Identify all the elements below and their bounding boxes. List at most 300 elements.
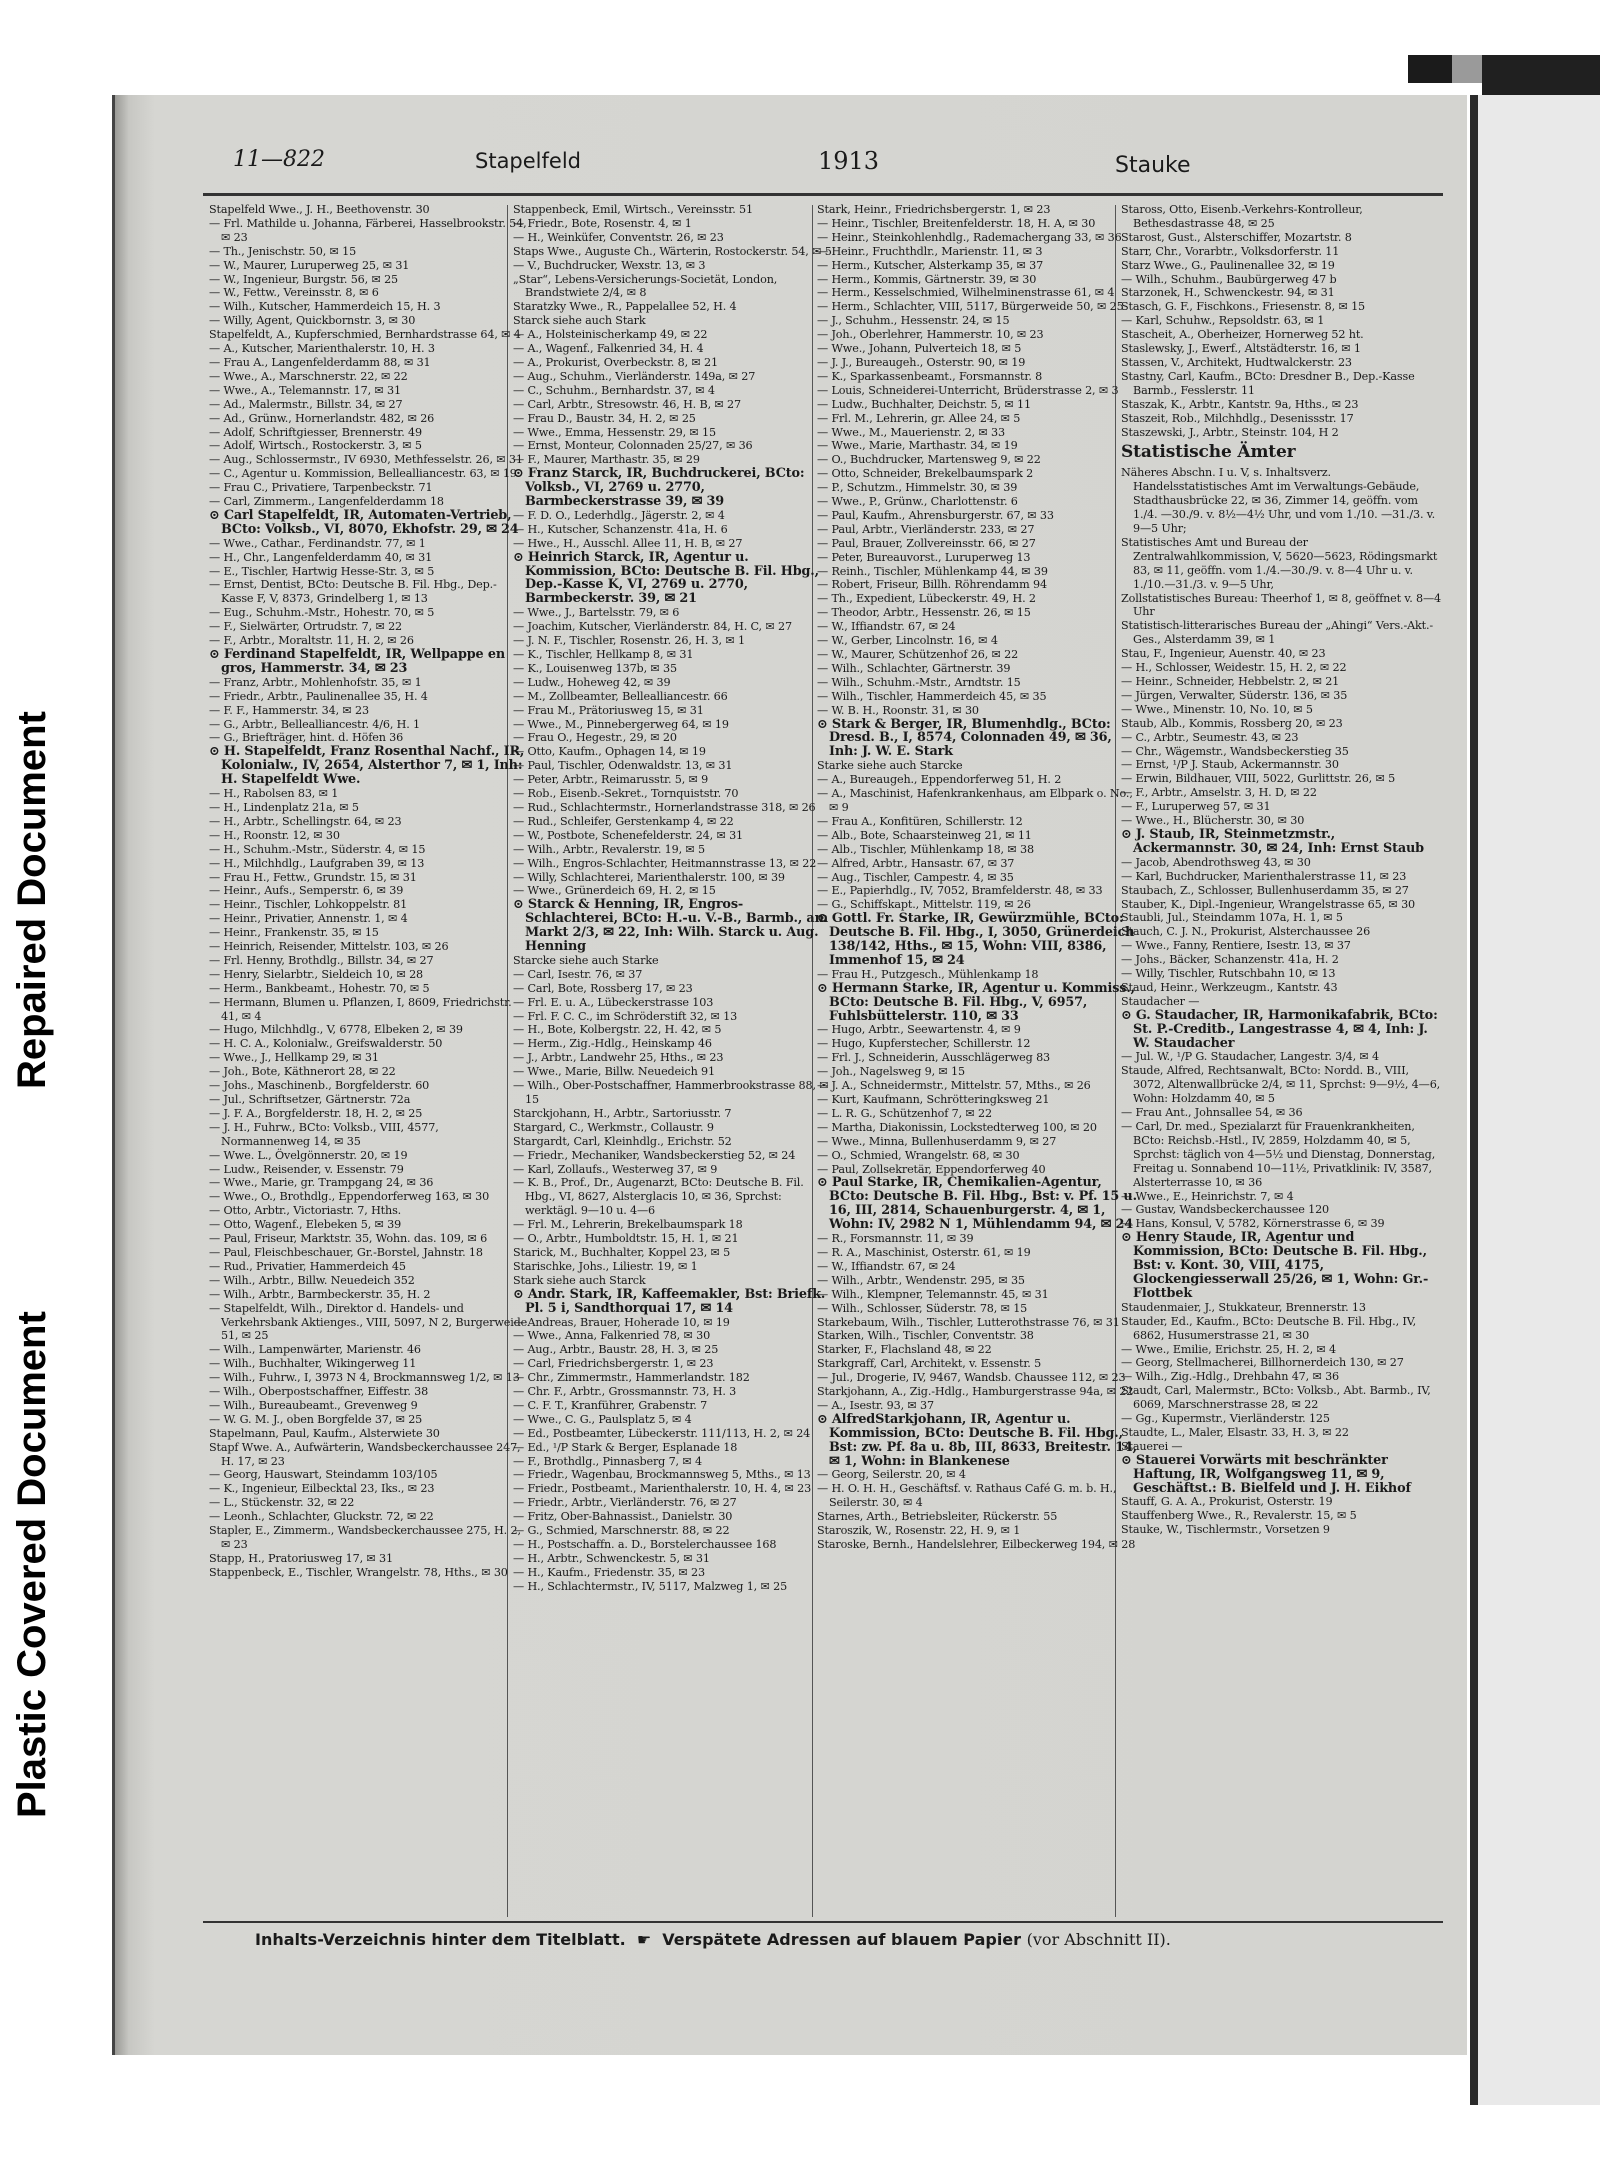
directory-entry: — Chr., Zimmermstr., Hammerlandstr. 182 — [513, 1371, 750, 1385]
directory-entry: — Ludw., Hoheweg 42, ✉ 39 — [513, 675, 671, 689]
directory-entry: ⊙ J. Staub, IR, Steinmetzmstr., Ackermannstr. 30, ✉ 24, Inh: Ernst Staub — [1121, 826, 1424, 856]
directory-entry: Stauffenberg Wwe., R., Revalerstr. 15, ✉ 5 — [1121, 1509, 1357, 1523]
directory-entry: — Carl, Isestr. 76, ✉ 37 — [513, 967, 643, 981]
directory-entry: — Herm., Bankbeamt., Hohestr. 70, ✉ 5 — [209, 981, 430, 995]
directory-entry: — Herm., Kommis, Gärtnerstr. 39, ✉ 30 — [817, 272, 1037, 286]
directory-entry: — Hans, Konsul, V, 5782, Körnerstrasse 6, ✉ 39 — [1121, 1217, 1385, 1231]
directory-entry: — Joh., Oberlehrer, Hammerstr. 10, ✉ 23 — [817, 328, 1044, 342]
directory-entry: Näheres Abschn. I u. V, s. Inhaltsverz. Handelsstatistisches Amt im Verwaltungs-Gebäude, Stadthausbrücke 22, ✉ 36, Zimmer 14, geöffn. vom 1./4. —30./9. v. 8½—4½ Uhr, und vom 1./10. —31./3. v. 9—5 Uhr; — [1121, 466, 1436, 536]
directory-entry: — H., Bote, Kolbergstr. 22, H. 42, ✉ 5 — [513, 1023, 722, 1037]
directory-entry: — W., Fettw., Vereinsstr. 8, ✉ 6 — [209, 286, 379, 300]
directory-entry: Stauder, Ed., Kaufm., BCto: Deutsche B. Fil. Hbg., IV, 6862, Husumerstrasse 21, ✉ 30 — [1121, 1314, 1417, 1342]
directory-entry: — Wilh., Fuhrw., I, 3973 N 4, Brockmannsweg 1/2, ✉ 13 — [209, 1371, 520, 1385]
directory-entry: — Wwe., Marie, gr. Trampgang 24, ✉ 36 — [209, 1176, 434, 1190]
directory-entry: — Friedr., Wagenbau, Brockmannsweg 5, Mths., ✉ 13 — [513, 1468, 811, 1482]
directory-entry: — Otto, Schneider, Brekelbaumspark 2 — [817, 467, 1034, 481]
directory-entry: Staps Wwe., Auguste Ch., Wärterin, Rostockerstr. 54, ✉ 5 — [513, 244, 832, 258]
directory-entry: Stauff, G. A. A., Prokurist, Osterstr. 19 — [1121, 1495, 1333, 1509]
directory-entry: — Alfred, Arbtr., Hansastr. 67, ✉ 37 — [817, 856, 1015, 870]
directory-entry: Stapf Wwe. A., Aufwärterin, Wandsbeckerchaussee 247, H. 17, ✉ 23 — [209, 1440, 521, 1468]
directory-entry: Staszeit, Rob., Milchhdlg., Desenissstr. 17 — [1121, 411, 1354, 425]
directory-entry: — Otto, Kaufm., Ophagen 14, ✉ 19 — [513, 745, 706, 759]
directory-entry: — A., Wagenf., Falkenried 34, H. 4 — [513, 342, 704, 356]
directory-entry: — Wwe., Anna, Falkenried 78, ✉ 30 — [513, 1329, 711, 1343]
directory-entry: — Rud., Schlachtermstr., Hornerlandstrasse 318, ✉ 26 — [513, 800, 816, 814]
directory-entry: — Wwe., M., Mauerienstr. 2, ✉ 33 — [817, 425, 1005, 439]
directory-entry: — W., Ingenieur, Burgstr. 56, ✉ 25 — [209, 272, 399, 286]
directory-entry: Starost, Gust., Alsterschiffer, Mozartstr. 8 — [1121, 230, 1352, 244]
directory-entry: — Aug., Tischler, Campestr. 4, ✉ 35 — [817, 870, 1014, 884]
directory-entry: — J. A., Schneidermstr., Mittelstr. 57, Mths., ✉ 26 — [817, 1079, 1091, 1093]
directory-entry: — Georg, Stellmacherei, Billhornerdeich 130, ✉ 27 — [1121, 1356, 1404, 1370]
directory-entry: — Wwe., P., Grünw., Charlottenstr. 6 — [817, 495, 1018, 509]
directory-entry: ⊙ Starck & Henning, IR, Engros-Schlachterei, BCto: H.-u. V.-B., Barmb., am Markt 2/3, ✉ 22, Inh: Wilh. Starck u. Aug. Henning — [513, 897, 828, 955]
directory-entry: Starckjohann, H., Arbtr., Sartoriusstr. 7 — [513, 1106, 732, 1120]
directory-entry: Stassen, V., Architekt, Hudtwalckerstr. 23 — [1121, 355, 1352, 369]
directory-entry: — F., Brothdlg., Pinnasberg 7, ✉ 4 — [513, 1454, 702, 1468]
directory-entry: — Wwe., Emma, Hessenstr. 29, ✉ 15 — [513, 425, 716, 439]
directory-entry: — Wwe., Marie, Marthastr. 34, ✉ 19 — [817, 439, 1018, 453]
directory-entry: — W., Iffiandstr. 67, ✉ 24 — [817, 620, 956, 634]
directory-entry: — Wwe., A., Marschnerstr. 22, ✉ 22 — [209, 369, 408, 383]
directory-entry: — Ludw., Buchhalter, Deichstr. 5, ✉ 11 — [817, 397, 1031, 411]
directory-entry: Staubli, Jul., Steindamm 107a, H. 1, ✉ 5 — [1121, 911, 1343, 925]
directory-entry: — Herm., Zig.-Hdlg., Heinskamp 46 — [513, 1037, 712, 1051]
directory-entry: Stappenbeck, E., Tischler, Wrangelstr. 78, Hths., ✉ 30 — [209, 1565, 508, 1579]
directory-entry: — K., Ingenieur, Eilbecktal 23, Iks., ✉ 23 — [209, 1482, 435, 1496]
directory-entry: — Wilh., Arbtr., Billw. Neuedeich 352 — [209, 1273, 415, 1287]
directory-entry: — K., Louisenweg 137b, ✉ 35 — [513, 661, 677, 675]
directory-entry: — Paul, Brauer, Zollvereinsstr. 66, ✉ 27 — [817, 536, 1036, 550]
directory-entry: Staud, Heinr., Werkzeugm., Kantstr. 43 — [1121, 980, 1338, 994]
directory-entry: — W., Maurer, Luruperweg 25, ✉ 31 — [209, 258, 410, 272]
directory-entry: — Frl. E. u. A., Lübeckerstrasse 103 — [513, 995, 714, 1009]
directory-entry: — Wilh., Kutscher, Hammerdeich 15, H. 3 — [209, 300, 441, 314]
directory-entry: — Carl, Zimmerm., Langenfelderdamm 18 — [209, 495, 444, 509]
directory-entry: Starr, Chr., Vorarbtr., Volksdorferstr. 11 — [1121, 244, 1340, 258]
directory-entry: — O., Buchdrucker, Martensweg 9, ✉ 22 — [817, 453, 1041, 467]
scan-edge-shadow — [1452, 55, 1482, 83]
directory-entry: — Hugo, Arbtr., Seewartenstr. 4, ✉ 9 — [817, 1023, 1021, 1037]
directory-entry: — C., Schuhm., Bernhardstr. 37, ✉ 4 — [513, 383, 715, 397]
directory-entry: — Frau O., Hegestr., 29, ✉ 20 — [513, 731, 677, 745]
directory-entry: — Joh., Bote, Käthnerort 28, ✉ 22 — [209, 1065, 396, 1079]
directory-entry: — Frau A., Langenfelderdamm 88, ✉ 31 — [209, 355, 431, 369]
directory-entry: — J. J., Bureaugeh., Osterstr. 90, ✉ 19 — [817, 355, 1026, 369]
directory-entry: — Adolf, Schriftgiesser, Brennerstr. 49 — [209, 425, 422, 439]
directory-entry: — F. F., Hammerstr. 34, ✉ 23 — [209, 703, 369, 717]
directory-entry: — Hwe., H., Ausschl. Allee 11, H. B, ✉ 27 — [513, 536, 743, 550]
directory-entry: — Heinr., Tischler, Lohkoppelstr. 81 — [209, 898, 408, 912]
directory-entry: — Wilh., Arbtr., Wendenstr. 295, ✉ 35 — [817, 1273, 1025, 1287]
directory-entry: — Franz, Arbtr., Mohlenhofstr. 35, ✉ 1 — [209, 675, 422, 689]
directory-entry: — P., Schutzm., Himmelstr. 30, ✉ 39 — [817, 481, 1018, 495]
directory-entry: — J. H., Fuhrw., BCto: Volksb., VIII, 4577, Normannenweg 14, ✉ 35 — [209, 1120, 439, 1148]
directory-entry: Staszak, K., Arbtr., Kantstr. 9a, Hths., ✉ 23 — [1121, 397, 1359, 411]
directory-entry: — Wilh., Arbtr., Revalerstr. 19, ✉ 5 — [513, 842, 705, 856]
directory-entry: Staudacher — — [1121, 994, 1200, 1008]
directory-entry: — W., Postbote, Schenefelderstr. 24, ✉ 31 — [513, 828, 744, 842]
directory-entry: „Star“, Lebens-Versicherungs-Societät, London, Brandstwiete 2/4, ✉ 8 — [513, 272, 778, 300]
directory-entry: ⊙ Ferdinand Stapelfeldt, IR, Wellpappe en gros, Hammerstr. 34, ✉ 23 — [209, 647, 505, 676]
directory-entry: — Hugo, Kupferstecher, Schillerstr. 12 — [817, 1037, 1031, 1051]
directory-entry: Staudenmaier, J., Stukkateur, Brennerstr. 13 — [1121, 1300, 1366, 1314]
directory-entry: ⊙ Heinrich Starck, IR, Agentur u. Kommission, BCto: Deutsche B. Fil. Hbg., Dep.-Kasse K, VI, 2769 u. 2770, Barmbeckerstr. 39, ✉ 21 — [513, 549, 819, 607]
directory-entry: — Johs., Maschinenb., Borgfelderstr. 60 — [209, 1079, 430, 1093]
directory-entry: — A., Kutscher, Marienthalerstr. 10, H. 3 — [209, 342, 435, 356]
directory-entry: Stappenbeck, Emil, Wirtsch., Vereinsstr. 51 — [513, 203, 753, 216]
directory-entry: Starzonek, H., Schwenckestr. 94, ✉ 31 — [1121, 286, 1335, 300]
directory-entry: — F., Luruperweg 57, ✉ 31 — [1121, 800, 1271, 814]
directory-entry: Staross, Otto, Eisenb.-Verkehrs-Kontrolleur, Bethesdastrasse 48, ✉ 25 — [1121, 203, 1363, 230]
footer-section-note: (vor Abschnitt II). — [1026, 1930, 1171, 1949]
page-right-edge — [1470, 95, 1478, 2105]
directory-entry: — Otto, Arbtr., Victoriastr. 7, Hths. — [209, 1204, 402, 1218]
running-head-right: Stauke — [1115, 153, 1191, 178]
directory-entry: — Karl, Schuhw., Repsoldstr. 63, ✉ 1 — [1121, 314, 1325, 328]
directory-entry: Stapelfeld Wwe., J. H., Beethovenstr. 30 — [209, 203, 430, 216]
directory-entry: — Frau M., Prätoriusweg 15, ✉ 31 — [513, 703, 704, 717]
directory-entry: — Andreas, Brauer, Hoherade 10, ✉ 19 — [513, 1315, 730, 1329]
scan-edge-shadow — [1482, 55, 1600, 95]
directory-entry: — H., Kaufm., Friedenstr. 35, ✉ 23 — [513, 1565, 705, 1579]
directory-entry: Stark, Heinr., Friedrichsbergerstr. 1, ✉ 23 — [817, 203, 1051, 216]
directory-entry: Staub, Alb., Kommis, Rossberg 20, ✉ 23 — [1121, 716, 1343, 730]
directory-entry: — Aug., Arbtr., Baustr. 28, H. 3, ✉ 25 — [513, 1343, 719, 1357]
directory-entry: — J. F. A., Borgfelderstr. 18, H. 2, ✉ 25 — [209, 1106, 423, 1120]
directory-entry: — Adolf, Wirtsch., Rostockerstr. 3, ✉ 5 — [209, 439, 422, 453]
directory-entry: Staslewsky, J., Ewerf., Altstädterstr. 16, ✉ 1 — [1121, 342, 1361, 356]
directory-entry: — Robert, Friseur, Billh. Röhrendamm 94 — [817, 578, 1047, 592]
directory-entry: — H., Milchhdlg., Laufgraben 39, ✉ 13 — [209, 856, 425, 870]
directory-entry: — Ed., Postbeamter, Lübeckerstr. 111/113, H. 2, ✉ 24 — [513, 1426, 811, 1440]
directory-entry: — Jul., Drogerie, IV, 9467, Wandsb. Chaussee 112, ✉ 23 — [817, 1371, 1126, 1385]
directory-entry: Staszewski, J., Arbtr., Steinstr. 104, H 2 — [1121, 425, 1339, 439]
directory-entry: — Paul, Zollsekretär, Eppendorferweg 40 — [817, 1162, 1046, 1176]
directory-entry: — Herm., Kesselschmied, Wilhelminenstrasse 61, ✉ 4 — [817, 286, 1115, 300]
directory-entry: — Ad., Malermstr., Billstr. 34, ✉ 27 — [209, 397, 403, 411]
directory-entry: — Wilh., Ober-Postschaffner, Hammerbrookstrasse 88, ✉ 15 — [513, 1079, 829, 1106]
directory-entry: ⊙ Gottl. Fr. Starke, IR, Gewürzmühle, BCto: Deutsche B. Fil. Hbg., I, 3050, Grünerdeich 138/142, Hths., ✉ 15, Wohn: VIII, 8386, Immenhof 15, ✉ 24 — [817, 911, 1135, 968]
directory-entry: — H. C. A., Kolonialw., Greifswalderstr. 50 — [209, 1037, 443, 1051]
directory-entry: Starischke, Johs., Liliestr. 19, ✉ 1 — [513, 1259, 698, 1273]
directory-entry: — Wwe., M., Pinnebergerweg 64, ✉ 19 — [513, 717, 729, 731]
directory-entry: ⊙ Franz Starck, IR, Buchdruckerei, BCto: Volksb., VI, 2769 u. 2770, Barmbeckerstrasse 39, ✉ 39 — [513, 466, 805, 510]
directory-entry: — Frl. F. C. C., im Schröderstift 32, ✉ 13 — [513, 1009, 738, 1023]
directory-entry: — H., Postschaffn. a. D., Borstelerchaussee 168 — [513, 1538, 777, 1551]
directory-entry: Stapelmann, Paul, Kaufm., Alsterwiete 30 — [209, 1426, 440, 1440]
directory-entry: — H., Roonstr. 12, ✉ 30 — [209, 828, 340, 842]
directory-entry: — F., Maurer, Marthastr. 35, ✉ 29 — [513, 453, 700, 467]
directory-entry: — F., Sielwärter, Ortrudstr. 7, ✉ 22 — [209, 620, 403, 634]
directory-entry: — G., Briefträger, hint. d. Höfen 36 — [209, 731, 404, 745]
directory-entry: — Jul. W., ¹/P G. Staudacher, Langestr. 3/4, ✉ 4 — [1121, 1050, 1380, 1064]
directory-entry: Stapelfeldt, A., Kupferschmied, Bernhardstrasse 64, ✉ 4 — [209, 328, 521, 342]
directory-entry: — M., Zollbeamter, Bellealliancestr. 66 — [513, 689, 728, 703]
directory-entry: — A., Prokurist, Overbeckstr. 8, ✉ 21 — [513, 355, 718, 369]
directory-entry: Starcke siehe auch Starke — [513, 953, 659, 967]
directory-entry: — Hermann, Blumen u. Pflanzen, I, 8609, Friedrichstr. 41, ✉ 4 — [209, 995, 512, 1023]
directory-entry: — Wwe., Johann, Pulverteich 18, ✉ 5 — [817, 342, 1022, 356]
directory-entry: — Frl. J., Schneiderin, Ausschlägerweg 83 — [817, 1051, 1051, 1065]
directory-entry: ⊙ Stauerei Vorwärts mit beschränkter Haftung, IR, Wolfgangsweg 11, ✉ 9, Geschäftst.: B. Bielfeld und J. H. Eikhof — [1121, 1452, 1411, 1496]
directory-entry: — Herm., Kutscher, Alsterkamp 35, ✉ 37 — [817, 258, 1044, 272]
header-rule — [203, 193, 1443, 196]
directory-entry: — Wwe., J., Hellkamp 29, ✉ 31 — [209, 1051, 379, 1065]
directory-entry: — Th., Jenischstr. 50, ✉ 15 — [209, 244, 357, 258]
directory-entry: ⊙ H. Stapelfeldt, Franz Rosenthal Nachf., IR, Kolonialw., IV, 2654, Alsterthor 7, ✉ 1, Inh: H. Stapelfeldt Wwe. — [209, 744, 525, 788]
directory-entry: ⊙ G. Staudacher, IR, Harmonikafabrik, BCto: St. P.-Creditb., Langestrasse 4, ✉ 4, Inh: J. W. Staudacher — [1121, 1007, 1438, 1051]
directory-entry: — Wwe., C. G., Paulsplatz 5, ✉ 4 — [513, 1412, 692, 1426]
directory-entry: Stapp, H., Pratoriusweg 17, ✉ 31 — [209, 1551, 393, 1565]
directory-entry: — Wwe., J., Bartelsstr. 79, ✉ 6 — [513, 606, 680, 620]
directory-entry: Starker, F., Flachsland 48, ✉ 22 — [817, 1343, 992, 1357]
directory-entry: ⊙ Andr. Stark, IR, Kaffeemakler, Bst: Briefk. Pl. 5 i, Sandthorquai 17, ✉ 14 — [513, 1286, 826, 1316]
directory-entry: — K. B., Prof., Dr., Augenarzt, BCto: Deutsche B. Fil. Hbg., VI, 8627, Alsterglacis 10, ✉ 36, Sprchst: werktägl. 9—10 u. 4—6 — [513, 1176, 804, 1218]
directory-entry: Statistische Ämter — [1121, 442, 1296, 463]
directory-entry: Starkebaum, Wilh., Tischler, Lutterothstrasse 76, ✉ 31 — [817, 1315, 1120, 1329]
directory-entry: — C. F. T., Kranführer, Grabenstr. 7 — [513, 1398, 708, 1412]
directory-entry: — Frau Ant., Johnsallee 54, ✉ 36 — [1121, 1106, 1303, 1120]
directory-entry: — A., Holsteinischerkamp 49, ✉ 22 — [513, 328, 708, 342]
directory-entry: ⊙ Paul Starke, IR, Chemikalien-Agentur, BCto: Deutsche B. Fil. Hbg., Bst: v. Pf. 15 u. 16, III, 2814, Schauenburgerstr. 4, ✉ 1, Wohn: IV, 2982 N 1, Mühlendamm 94, ✉ 24 — [817, 1175, 1137, 1233]
directory-entry: — G., Schiffskapt., Mittelstr. 119, ✉ 26 — [817, 898, 1031, 912]
directory-entry: — Frau C., Privatiere, Tarpenbeckstr. 71 — [209, 481, 433, 495]
directory-entry: Statistisches Amt und Bureau der Zentralwahlkommission, V, 5620—5623, Rödingsmarkt 83, ✉ 11, geöffn. vom 1./4.—30./9. v. 8—4 Uhr u. v. 1./10.—31./3. v. 9—5 Uhr, — [1121, 535, 1438, 591]
directory-entry: — Carl, Dr. med., Spezialarzt für Frauenkrankheiten, BCto: Reichsb.-Hstl., IV, 2859, Holzdamm 40, ✉ 5, Sprchst: täglich von 4—5½ und Dienstag, Donnerstag, Freitag u. Sonnabend 10—11½, Privatklinik: IV, 3587, Alsterterrasse 10, ✉ 36 — [1121, 1120, 1436, 1189]
directory-entry: Starkjohann, A., Zig.-Hdlg., Hamburgerstrasse 94a, ✉ 22 — [817, 1385, 1134, 1399]
directory-entry: — Ludw., Reisender, v. Essenstr. 79 — [209, 1162, 404, 1176]
pointing-hand-icon: ☛ — [636, 1930, 652, 1949]
directory-entry: — Ernst, Dentist, BCto: Deutsche B. Fil. Hbg., Dep.-Kasse F, V, 8373, Grindelberg 1, ✉ 13 — [209, 578, 497, 606]
directory-entry: — Frau D., Baustr. 34, H. 2, ✉ 25 — [513, 411, 696, 425]
directory-entry: Stapler, E., Zimmerm., Wandsbeckerchaussee 275, H. 2, ✉ 23 — [209, 1524, 521, 1551]
directory-entry: — Wwe., E., Heinrichstr. 7, ✉ 4 — [1121, 1189, 1294, 1203]
directory-entry: — H., Arbtr., Schellingstr. 64, ✉ 23 — [209, 814, 402, 828]
directory-entry: — Willy, Tischler, Rutschbahn 10, ✉ 13 — [1121, 967, 1336, 981]
directory-entry: ⊙ Carl Stapelfeldt, IR, Automaten-Vertrieb, BCto: Volksb., VI, 8070, Ekhofstr. 29, ✉ 24 — [209, 507, 519, 537]
directory-entry: — C., Agentur u. Kommission, Bellealliancestr. 63, ✉ 19 — [209, 467, 517, 481]
directory-entry: — Heinr., Frankenstr. 35, ✉ 15 — [209, 926, 379, 940]
directory-entry: ⊙ Hermann Starke, IR, Agentur u. Kommiss., BCto: Deutsche B. Fil. Hbg., V, 6957, Fuhlsbüttelerstr. 110, ✉ 33 — [817, 980, 1135, 1024]
directory-entry: — Aug., Schuhm., Vierländerstr. 149a, ✉ 27 — [513, 369, 756, 383]
directory-entry: — O., Schmied, Wrangelstr. 68, ✉ 30 — [817, 1148, 1020, 1162]
directory-entry: — H., Lindenplatz 21a, ✉ 5 — [209, 800, 359, 814]
directory-entry: — K., Tischler, Hellkamp 8, ✉ 31 — [513, 648, 694, 661]
directory-entry: — Frl. M., Lehrerin, gr. Allee 24, ✉ 5 — [817, 411, 1021, 425]
directory-entry: — Wilh., Buchhalter, Wikingerweg 11 — [209, 1357, 417, 1371]
directory-entry: — Wwe., Grünerdeich 69, H. 2, ✉ 15 — [513, 884, 716, 898]
directory-entry: — Jürgen, Verwalter, Süderstr. 136, ✉ 35 — [1121, 688, 1348, 702]
directory-entry: — Stapelfeldt, Wilh., Direktor d. Handels- und Verkehrsbank Aktienges., VIII, 5097, N 2, Burgerweide 51, ✉ 25 — [209, 1301, 528, 1343]
directory-entry: — Ernst, ¹/P J. Staub, Ackermannstr. 30 — [1121, 758, 1339, 772]
footer-late-addresses: Verspätete Adressen auf blauem Papier — [662, 1930, 1022, 1949]
directory-entry: — Wilh., Schlosser, Süderstr. 78, ✉ 15 — [817, 1301, 1028, 1315]
directory-entry: Stau, F., Ingenieur, Auenstr. 40, ✉ 23 — [1121, 647, 1326, 661]
directory-entry: — V., Buchdrucker, Wexstr. 13, ✉ 3 — [513, 258, 706, 272]
directory-entry: Starken, Wilh., Tischler, Conventstr. 38 — [817, 1329, 1034, 1343]
scan-right-margin — [1478, 95, 1600, 2105]
directory-entry: — Leonh., Schlachter, Gluckstr. 72, ✉ 22 — [209, 1510, 434, 1524]
directory-entry: Staratzky Wwe., R., Pappelallee 52, H. 4 — [513, 300, 737, 314]
directory-entry: — R. A., Maschinist, Osterstr. 61, ✉ 19 — [817, 1245, 1031, 1259]
directory-entry: — K., Sparkassenbeamt., Forsmannstr. 8 — [817, 369, 1043, 383]
directory-entry: — Th., Expedient, Lübeckerstr. 49, H. 2 — [817, 592, 1036, 606]
directory-entry: Staroske, Bernh., Handelslehrer, Eilbeckerweg 194, ✉ 28 — [817, 1538, 1136, 1551]
directory-entry: Stasch, G. F., Fischkons., Friesenstr. 8, ✉ 15 — [1121, 300, 1366, 314]
directory-entry: — W., Iffiandstr. 67, ✉ 24 — [817, 1259, 956, 1273]
page-footer — [255, 1930, 1455, 1949]
directory-entry: — Wwe., Fanny, Rentiere, Isestr. 13, ✉ 37 — [1121, 939, 1351, 953]
directory-entry: — Willy, Schlachterei, Marienthalerstr. 100, ✉ 39 — [513, 870, 785, 884]
directory-entry: — Georg, Seilerstr. 20, ✉ 4 — [817, 1468, 966, 1482]
directory-entry: — A., Maschinist, Hafenkrankenhaus, am Elbpark o. No., ✉ 9 — [817, 787, 1133, 814]
directory-entry: — H., Chr., Langenfelderdamm 40, ✉ 31 — [209, 550, 433, 564]
directory-column-1 — [209, 203, 529, 1918]
directory-entry: — F., Arbtr., Moraltstr. 11, H. 2, ✉ 26 — [209, 634, 414, 648]
directory-entry: — Carl, Arbtr., Stresowstr. 46, H. B, ✉ 27 — [513, 397, 741, 411]
directory-entry: — Joachim, Kutscher, Vierländerstr. 84, H. C, ✉ 27 — [513, 620, 792, 634]
directory-entry: — C., Arbtr., Seumestr. 43, ✉ 23 — [1121, 730, 1299, 744]
directory-entry: — L., Stückenstr. 32, ✉ 22 — [209, 1496, 355, 1510]
directory-entry: — Wilh., Oberpostschaffner, Eiffestr. 38 — [209, 1385, 429, 1399]
directory-entry: — Friedr., Arbtr., Paulinenallee 35, H. 4 — [209, 689, 428, 703]
directory-entry: — Friedr., Mechaniker, Wandsbeckerstieg 52, ✉ 24 — [513, 1148, 796, 1162]
directory-entry: — Louis, Schneiderei-Unterricht, Brüderstrasse 2, ✉ 3 — [817, 383, 1119, 397]
directory-entry: — Wilh., Tischler, Hammerdeich 45, ✉ 35 — [817, 689, 1047, 703]
directory-entry: Stargard, C., Werkmstr., Collaustr. 9 — [513, 1120, 714, 1134]
directory-column-2 — [513, 203, 833, 1918]
directory-entry: — Reinh., Tischler, Mühlenkamp 44, ✉ 39 — [817, 564, 1048, 578]
directory-entry: Statistisch-litterarisches Bureau der „Ahingi“ Vers.-Akt.-Ges., Alsterdamm 39, ✉ 1 — [1121, 619, 1434, 647]
directory-entry: — Ernst, Monteur, Colonnaden 25/27, ✉ 36 — [513, 439, 753, 453]
directory-entry: — Eug., Schuhm.-Mstr., Hohestr. 70, ✉ 5 — [209, 606, 435, 620]
directory-entry: — Erwin, Bildhauer, VIII, 5022, Gurlittstr. 26, ✉ 5 — [1121, 772, 1396, 786]
directory-entry: — Wwe., Marie, Billw. Neuedeich 91 — [513, 1065, 715, 1079]
directory-entry: — Willy, Agent, Quickbornstr. 3, ✉ 30 — [209, 314, 416, 328]
directory-entry: — Paul, Fleischbeschauer, Gr.-Borstel, Jahnstr. 18 — [209, 1245, 483, 1259]
running-head-left: Stapelfeld — [475, 149, 581, 173]
directory-entry: Starck siehe auch Stark — [513, 314, 646, 328]
directory-entry: — Frau H., Putzgesch., Mühlenkamp 18 — [817, 967, 1039, 981]
directory-entry: — Peter, Arbtr., Reimarusstr. 5, ✉ 9 — [513, 773, 709, 787]
directory-entry: — Wilh., Schlachter, Gärtnerstr. 39 — [817, 661, 1011, 675]
directory-entry: — H., Schlosser, Weidestr. 15, H. 2, ✉ 22 — [1121, 661, 1347, 675]
directory-entry: — R., Forsmannstr. 11, ✉ 39 — [817, 1232, 974, 1246]
directory-entry: — Henry, Sielarbtr., Sieldeich 10, ✉ 28 — [209, 967, 424, 981]
directory-entry: — Fritz, Ober-Bahnassist., Danielstr. 30 — [513, 1510, 733, 1524]
directory-entry: — Peter, Bureauvorst., Luruperweg 13 — [817, 550, 1031, 564]
directory-entry: — Karl, Buchdrucker, Marienthalerstrasse 11, ✉ 23 — [1121, 869, 1407, 883]
directory-entry: — Friedr., Postbeamt., Marienthalerstr. 10, H. 4, ✉ 23 — [513, 1482, 812, 1496]
directory-entry: — J. N. F., Tischler, Rosenstr. 26, H. 3, ✉ 1 — [513, 634, 745, 648]
directory-entry: — Wilh., Klempner, Telemannstr. 45, ✉ 31 — [817, 1287, 1049, 1301]
directory-entry: — F., Arbtr., Amselstr. 3, H. D, ✉ 22 — [1121, 786, 1317, 800]
directory-entry: — Wilh., Zig.-Hdlg., Drehbahn 47, ✉ 36 — [1121, 1370, 1340, 1384]
directory-entry: — Heinr., Privatier, Annenstr. 1, ✉ 4 — [209, 912, 408, 926]
directory-entry: — Friedr., Bote, Rosenstr. 4, ✉ 1 — [513, 216, 692, 230]
directory-entry: — Alb., Bote, Schaarsteinweg 21, ✉ 11 — [817, 828, 1032, 842]
directory-entry: — Wwe., H., Blücherstr. 30, ✉ 30 — [1121, 814, 1305, 828]
directory-entry: — Frl. Henny, Brothdlg., Billstr. 34, ✉ 27 — [209, 953, 434, 967]
directory-entry: Starick, M., Buchhalter, Koppel 23, ✉ 5 — [513, 1245, 731, 1259]
directory-entry: — H., Rabolsen 83, ✉ 1 — [209, 787, 339, 801]
directory-entry: — Frl. Mathilde u. Johanna, Färberei, Hasselbrookstr. 54, ✉ 23 — [209, 216, 527, 244]
directory-entry: — Wilh., Schuhm.-Mstr., Arndtstr. 15 — [817, 675, 1021, 689]
page-number: 11—822 — [233, 147, 325, 172]
directory-entry: — Paul, Friseur, Marktstr. 35, Wohn. das. 109, ✉ 6 — [209, 1232, 488, 1246]
directory-entry: — Wilh., Bureaubeamt., Grevenweg 9 — [209, 1398, 418, 1412]
directory-entry: — G., Schmied, Marschnerstr. 88, ✉ 22 — [513, 1524, 730, 1538]
directory-entry: — Rud., Schleifer, Gerstenkamp 4, ✉ 22 — [513, 814, 734, 828]
directory-entry: — Carl, Bote, Rossberg 17, ✉ 23 — [513, 981, 693, 995]
scan-top-margin — [0, 0, 1600, 55]
directory-entry: — L. R. G., Schützenhof 7, ✉ 22 — [817, 1106, 992, 1120]
directory-entry: ⊙ Stark & Berger, IR, Blumenhdlg., BCto: Dresd. B., I, 8574, Colonnaden 49, ✉ 36, Inh: J. W. E. Stark — [817, 716, 1112, 760]
directory-entry: Staudt, Carl, Malermstr., BCto: Volksb., Abt. Barmb., IV, 6069, Marschnerstrasse 28, ✉ 22 — [1121, 1384, 1431, 1412]
directory-entry: Stastny, Carl, Kaufm., BCto: Dresdner B., Dep.-Kasse Barmb., Fesslerstr. 11 — [1121, 369, 1415, 397]
directory-entry: — H. O. H. H., Geschäftsf. v. Rathaus Café G. m. b. H., Seilerstr. 30, ✉ 4 — [817, 1482, 1117, 1510]
directory-entry: Stauber, K., Dipl.-Ingenieur, Wrangelstrasse 65, ✉ 30 — [1121, 897, 1416, 911]
directory-column-3 — [817, 203, 1137, 1918]
directory-entry: — Paul, Kaufm., Ahrensburgerstr. 67, ✉ 33 — [817, 508, 1054, 522]
directory-entry: ⊙ Henry Staude, IR, Agentur und Kommission, BCto: Deutsche B. Fil. Hbg., Bst: v. Kont. 30, VIII, 4175, Glockengiesserwall 25/26, ✉ 1, Wohn: Gr.-Flottbek — [1121, 1230, 1429, 1301]
directory-entry: — G., Arbtr., Bellealliancestr. 4/6, H. 1 — [209, 717, 421, 731]
directory-entry: Stark siehe auch Starck — [513, 1273, 646, 1287]
directory-entry: — Wwe., A., Telemannstr. 17, ✉ 31 — [209, 383, 401, 397]
directory-entry: — Chr. F., Arbtr., Grossmannstr. 73, H. 3 — [513, 1385, 737, 1399]
directory-entry: — Wilh., Engros-Schlachter, Heitmannstrasse 13, ✉ 22 — [513, 856, 817, 870]
directory-entry: — W., Maurer, Schützenhof 26, ✉ 22 — [817, 648, 1019, 661]
directory-entry: Stauerei — — [1121, 1439, 1183, 1453]
directory-entry: ⊙ AlfredStarkjohann, IR, Agentur u. Kommission, BCto: Deutsche B. Fil. Hbg., Bst: zw. Pf. 8a u. 8b, III, 8633, Breitestr. 14, ✉ 1, Wohn: in Blankenese — [817, 1411, 1137, 1469]
directory-entry: — Otto, Wagenf., Elebeken 5, ✉ 39 — [209, 1218, 402, 1232]
directory-entry: — W. B. H., Roonstr. 31, ✉ 30 — [817, 703, 979, 717]
directory-entry: — E., Papierhdlg., IV, 7052, Bramfelderstr. 48, ✉ 33 — [817, 884, 1103, 898]
directory-entry: — Paul, Tischler, Odenwaldstr. 13, ✉ 31 — [513, 759, 733, 773]
footer-rule — [203, 1921, 1443, 1923]
directory-entry: — Martha, Diakonissin, Lockstedterweg 100, ✉ 20 — [817, 1120, 1097, 1134]
directory-entry: — Paul, Arbtr., Vierländerstr. 233, ✉ 27 — [817, 522, 1035, 536]
directory-entry: — Heinr., Aufs., Semperstr. 6, ✉ 39 — [209, 884, 404, 898]
directory-entry: Stascheit, A., Oberheizer, Hornerweg 52 ht. — [1121, 328, 1364, 342]
directory-entry: Starkgraff, Carl, Architekt, v. Essenstr. 5 — [817, 1357, 1042, 1371]
directory-entry: — Alb., Tischler, Mühlenkamp 18, ✉ 38 — [817, 842, 1034, 856]
directory-entry: — Wwe., Minna, Bullenhuserdamm 9, ✉ 27 — [817, 1134, 1057, 1148]
directory-entry: — Aug., Schlossermstr., IV 6930, Methfesselstr. 26, ✉ 31 — [209, 453, 523, 467]
directory-entry: Stauch, C. J. N., Prokurist, Alsterchaussee 26 — [1121, 925, 1371, 939]
directory-entry: — A., Isestr. 93, ✉ 37 — [817, 1398, 934, 1412]
directory-entry: — H., Kutscher, Schanzenstr. 41a, H. 6 — [513, 522, 728, 536]
directory-entry: — Heinrich, Reisender, Mittelstr. 103, ✉ 26 — [209, 940, 449, 954]
plastic-covered-label: Plastic Covered Document — [10, 1311, 54, 1819]
directory-entry: — H., Arbtr., Schwenckestr. 5, ✉ 31 — [513, 1551, 710, 1565]
directory-entry: — Kurt, Kaufmann, Schrötteringksweg 21 — [817, 1093, 1050, 1106]
directory-entry: — W. G. M. J., oben Borgfelde 37, ✉ 25 — [209, 1412, 423, 1426]
directory-entry: — Ad., Grünw., Hornerlandstr. 482, ✉ 26 — [209, 411, 435, 425]
directory-entry: — Wilh., Lampenwärter, Marienstr. 46 — [209, 1343, 421, 1357]
directory-entry: — Heinr., Tischler, Breitenfelderstr. 18, H. A, ✉ 30 — [817, 216, 1096, 230]
directory-entry: — Rob., Eisenb.-Sekret., Tornquiststr. 70 — [513, 787, 739, 801]
directory-entry: — Frau A., Konfitüren, Schillerstr. 12 — [817, 814, 1023, 828]
directory-entry: — Frl. M., Lehrerin, Brekelbaumspark 18 — [513, 1218, 743, 1232]
directory-entry: — Wwe. L., Övelgönnerstr. 20, ✉ 19 — [209, 1148, 408, 1162]
directory-entry: — Gg., Kupermstr., Vierländerstr. 125 — [1121, 1412, 1330, 1426]
directory-entry: — Wwe., Minenstr. 10, No. 10, ✉ 5 — [1121, 702, 1313, 716]
directory-entry: — Herm., Schlachter, VIII, 5117, Bürgerweide 50, ✉ 25 — [817, 300, 1124, 314]
directory-entry: — Jul., Schriftsetzer, Gärtnerstr. 72a — [209, 1093, 411, 1106]
directory-entry: — Karl, Zollaufs., Westerweg 37, ✉ 9 — [513, 1162, 718, 1176]
